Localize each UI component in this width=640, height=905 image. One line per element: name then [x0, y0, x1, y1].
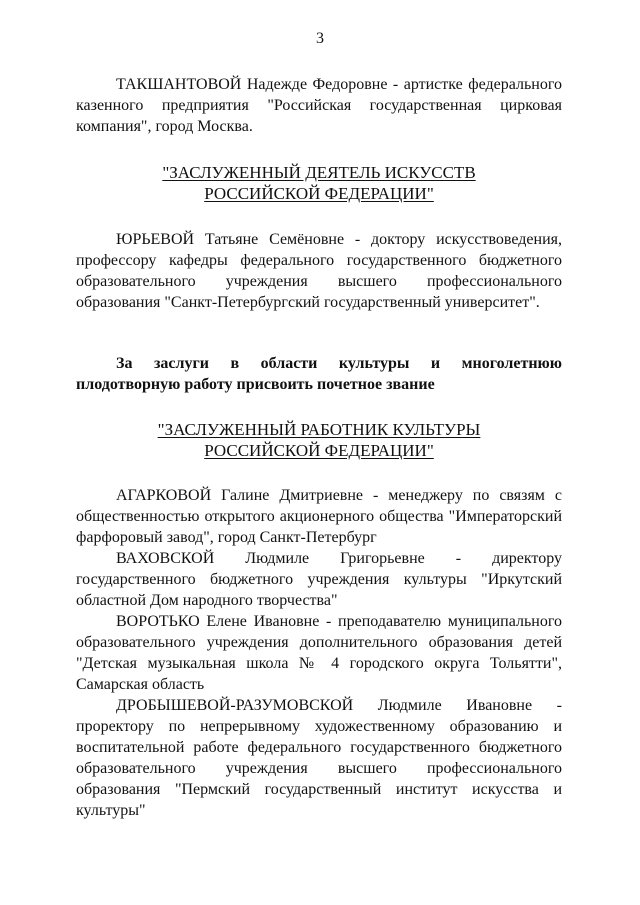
award-paragraph-yurieva: ЮРЬЕВОЙ Татьяне Семёновне - доктору искусствоведения, профессору кафедры федерального государственного бюджетного образовательного учреждения высшего профессионального образования "Санкт-Петербургский государственный университет". [76, 231, 562, 311]
award-paragraph-takshantova: ТАКШАНТОВОЙ Надежде Федоровне - артистке федерального казенного предприятия "Российская государственная цирковая компания", город Москва. [76, 76, 562, 135]
recipient-item: ДРОБЫШЕВОЙ-РАЗУМОВСКОЙ Людмиле Ивановне - проректору по непрерывному художественному образованию и воспитательной работе федерального государственного бюджетного образовательного учреждения высшего профессионального образования "Пермский государственный институт искусства и культуры" [76, 697, 562, 819]
heading-line: "ЗАСЛУЖЕННЫЙ ДЕЯТЕЛЬ ИСКУССТВ [162, 163, 476, 182]
heading-line: РОССИЙСКОЙ ФЕДЕРАЦИИ" [204, 184, 434, 203]
honorary-title-heading-culture-worker [76, 419, 562, 461]
recipient-list [76, 485, 562, 821]
document-body [76, 74, 562, 821]
heading-line: "ЗАСЛУЖЕННЫЙ РАБОТНИК КУЛЬТУРЫ [157, 420, 481, 439]
honorary-title-heading-art-figure [76, 162, 562, 204]
recipient-item: ВОРОТЬКО Елене Ивановне - преподавателю муниципального образовательного учреждения дополнительного образования детей "Детская музыкальная школа № 4 городского округа Тольятти", Самарская область [76, 613, 562, 693]
decree-paragraph: За заслуги в области культуры и многолетнюю плодотворную работу присвоить почетное звание [76, 355, 562, 393]
heading-line: РОССИЙСКОЙ ФЕДЕРАЦИИ" [204, 441, 434, 460]
page-number: 3 [316, 30, 324, 47]
recipient-item: ВАХОВСКОЙ Людмиле Григорьевне - директору государственного бюджетного учреждения культуры "Иркутский областной Дом народного творчества" [76, 550, 562, 609]
recipient-item: АГАРКОВОЙ Галине Дмитриевне - менеджеру по связям с общественностью открытого акционерного общества "Императорский фарфоровый завод", город Санкт-Петербург [76, 487, 562, 546]
